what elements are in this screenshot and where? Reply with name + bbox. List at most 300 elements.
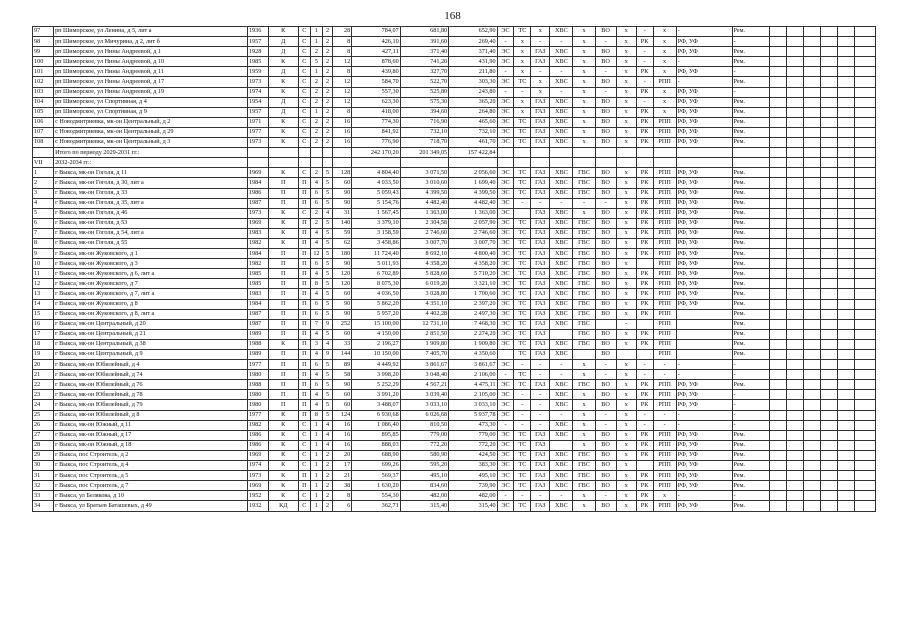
empty-cell bbox=[787, 410, 804, 420]
empty-cell bbox=[837, 127, 854, 137]
table-cell: 2 bbox=[311, 168, 323, 178]
empty-cell bbox=[837, 400, 854, 410]
empty-cell bbox=[804, 178, 821, 188]
table-cell: 1974 bbox=[247, 87, 268, 97]
empty-cell bbox=[770, 450, 787, 460]
table-cell: 2 bbox=[322, 97, 333, 107]
table-cell: 16 bbox=[333, 117, 352, 127]
table-cell: ТС bbox=[514, 228, 531, 238]
table-cell: ЭС bbox=[497, 360, 514, 370]
table-row bbox=[33, 410, 876, 420]
table-cell: 431,90 bbox=[449, 57, 497, 67]
table-cell: - bbox=[676, 370, 732, 380]
table-cell: 2 bbox=[322, 67, 333, 77]
empty-cell bbox=[854, 370, 875, 380]
table-row bbox=[33, 380, 876, 390]
empty-cell bbox=[821, 299, 838, 309]
table-cell: ЭС bbox=[497, 289, 514, 299]
table-cell: ГВС bbox=[573, 461, 595, 471]
table-cell bbox=[653, 158, 676, 168]
table-cell: Рем. bbox=[732, 339, 770, 349]
table-cell: 2 106,00 bbox=[449, 370, 497, 380]
table-cell: г Выкса, мк-он Жуковского, д 6, лит а bbox=[54, 269, 248, 279]
table-cell: С bbox=[298, 461, 311, 471]
table-cell: РК bbox=[636, 450, 653, 460]
empty-cell bbox=[804, 117, 821, 127]
table-cell: х bbox=[616, 168, 636, 178]
table-cell: ГАЗ bbox=[531, 249, 550, 259]
empty-cell bbox=[837, 269, 854, 279]
table-cell: 6 bbox=[311, 309, 323, 319]
table-cell: 2 bbox=[322, 117, 333, 127]
table-cell: 26 bbox=[33, 420, 54, 430]
table-cell: 201 349,05 bbox=[400, 148, 448, 158]
table-cell: - bbox=[531, 420, 550, 430]
empty-cell bbox=[821, 218, 838, 228]
table-cell: 4 150,00 bbox=[352, 329, 400, 339]
table-cell: - bbox=[531, 491, 550, 501]
table-cell: 1974 bbox=[247, 461, 268, 471]
table-cell: 772,20 bbox=[400, 440, 448, 450]
table-cell bbox=[636, 148, 653, 158]
empty-cell bbox=[821, 168, 838, 178]
table-cell: ГАЗ bbox=[531, 461, 550, 471]
table-cell: х bbox=[616, 97, 636, 107]
table-cell: с Новодмитриевка, мк-он Центральный, д 2 bbox=[54, 117, 248, 127]
empty-cell bbox=[854, 420, 875, 430]
table-cell: П bbox=[298, 279, 311, 289]
table-cell: П bbox=[269, 380, 299, 390]
table-cell: х bbox=[573, 208, 595, 218]
table-cell: х bbox=[616, 228, 636, 238]
table-cell: ГВС bbox=[573, 299, 595, 309]
table-cell: ЭС bbox=[497, 208, 514, 218]
table-cell: 120 bbox=[333, 269, 352, 279]
table-cell: ЭС bbox=[497, 450, 514, 460]
table-cell bbox=[497, 158, 514, 168]
table-cell: Рем. bbox=[732, 228, 770, 238]
table-cell: ВО bbox=[595, 138, 616, 148]
housing-register-table bbox=[32, 26, 876, 512]
table-cell: РК bbox=[636, 188, 653, 198]
empty-cell bbox=[837, 430, 854, 440]
table-cell: Рем. bbox=[732, 329, 770, 339]
table-row bbox=[33, 461, 876, 471]
table-cell: ЭС bbox=[497, 178, 514, 188]
table-cell: - bbox=[550, 87, 573, 97]
table-cell: 1 bbox=[311, 420, 323, 430]
table-row bbox=[33, 309, 876, 319]
table-cell: х bbox=[616, 380, 636, 390]
table-cell: ЭС bbox=[497, 127, 514, 137]
table-row bbox=[33, 107, 876, 117]
table-cell: х bbox=[616, 370, 636, 380]
table-cell: Рем. bbox=[732, 138, 770, 148]
table-cell: ВО bbox=[595, 117, 616, 127]
table-cell: ВО bbox=[595, 218, 616, 228]
table-cell: РПП bbox=[653, 430, 676, 440]
table-cell: г Выкса, ул Белякова, д 10 bbox=[54, 491, 248, 501]
table-cell: 29 bbox=[33, 450, 54, 460]
table-cell: РФ, УФ bbox=[676, 380, 732, 390]
empty-cell bbox=[787, 339, 804, 349]
table-cell: ВО bbox=[595, 309, 616, 319]
empty-cell bbox=[804, 501, 821, 511]
table-cell: К bbox=[269, 430, 299, 440]
table-cell: 58 bbox=[333, 370, 352, 380]
table-cell: П bbox=[269, 279, 299, 289]
table-cell: 3 010,60 bbox=[400, 178, 448, 188]
table-row bbox=[33, 57, 876, 67]
empty-cell bbox=[821, 158, 838, 168]
table-cell: 4 804,40 bbox=[352, 168, 400, 178]
table-cell: 1983 bbox=[247, 289, 268, 299]
table-row bbox=[33, 450, 876, 460]
table-cell: ХВС bbox=[550, 218, 573, 228]
table-cell: РПП bbox=[653, 450, 676, 460]
table-cell: С bbox=[298, 37, 311, 47]
empty-cell bbox=[770, 87, 787, 97]
empty-cell bbox=[804, 450, 821, 460]
table-cell: 33 bbox=[33, 491, 54, 501]
table-cell: х bbox=[616, 67, 636, 77]
table-cell: х bbox=[616, 329, 636, 339]
table-cell: 732,10 bbox=[400, 127, 448, 137]
table-cell: 327,70 bbox=[400, 67, 448, 77]
empty-cell bbox=[770, 329, 787, 339]
table-cell: С bbox=[298, 501, 311, 511]
table-cell: 5 957,20 bbox=[352, 309, 400, 319]
table-cell: ТС bbox=[514, 370, 531, 380]
table-cell: 3 048,40 bbox=[400, 370, 448, 380]
empty-cell bbox=[854, 329, 875, 339]
empty-cell bbox=[821, 390, 838, 400]
table-cell: - bbox=[595, 370, 616, 380]
table-cell: 15 bbox=[33, 309, 54, 319]
table-cell: ВО bbox=[595, 249, 616, 259]
empty-cell bbox=[804, 138, 821, 148]
table-row bbox=[33, 350, 876, 360]
empty-cell bbox=[787, 400, 804, 410]
empty-cell bbox=[837, 410, 854, 420]
table-cell: 15 100,00 bbox=[352, 319, 400, 329]
empty-cell bbox=[821, 430, 838, 440]
table-cell: ЭС bbox=[497, 319, 514, 329]
empty-cell bbox=[821, 97, 838, 107]
empty-cell bbox=[837, 471, 854, 481]
table-cell: ТС bbox=[514, 188, 531, 198]
table-cell: 9 bbox=[33, 249, 54, 259]
table-cell: П bbox=[269, 249, 299, 259]
empty-cell bbox=[770, 420, 787, 430]
table-cell: П bbox=[298, 360, 311, 370]
table-cell: К bbox=[269, 138, 299, 148]
table-cell: ЭС bbox=[497, 259, 514, 269]
table-cell bbox=[497, 350, 514, 360]
table-cell: 739,90 bbox=[449, 481, 497, 491]
table-cell: РПП bbox=[653, 249, 676, 259]
table-cell: 14 bbox=[33, 299, 54, 309]
table-cell: РПП bbox=[653, 299, 676, 309]
table-cell: РК bbox=[636, 67, 653, 77]
table-cell: х bbox=[616, 471, 636, 481]
table-cell: 3 321,10 bbox=[449, 279, 497, 289]
table-cell: 1 700,60 bbox=[449, 289, 497, 299]
table-cell: 90 bbox=[333, 299, 352, 309]
table-cell: 841,92 bbox=[352, 127, 400, 137]
table-cell: - bbox=[676, 360, 732, 370]
empty-cell bbox=[804, 279, 821, 289]
table-cell bbox=[573, 350, 595, 360]
table-cell: х bbox=[616, 198, 636, 208]
table-cell: ЭС bbox=[497, 279, 514, 289]
table-cell: ГАЗ bbox=[531, 481, 550, 491]
table-cell: - bbox=[636, 27, 653, 37]
empty-cell bbox=[837, 481, 854, 491]
empty-cell bbox=[854, 309, 875, 319]
table-cell: х bbox=[616, 107, 636, 117]
table-cell: - bbox=[595, 67, 616, 77]
table-cell: 1 bbox=[311, 440, 323, 450]
table-cell: ТС bbox=[514, 218, 531, 228]
table-cell: - bbox=[531, 198, 550, 208]
table-cell: - bbox=[636, 420, 653, 430]
empty-cell bbox=[770, 77, 787, 87]
table-cell: 31 bbox=[33, 471, 54, 481]
table-cell: х bbox=[616, 87, 636, 97]
table-cell: х bbox=[616, 218, 636, 228]
table-cell: 5 bbox=[33, 208, 54, 218]
table-cell: ТС bbox=[514, 380, 531, 390]
table-row bbox=[33, 390, 876, 400]
table-cell: ХВС bbox=[550, 228, 573, 238]
table-cell: х bbox=[514, 47, 531, 57]
table-cell: х bbox=[616, 259, 636, 269]
table-cell: Рем. bbox=[732, 309, 770, 319]
table-cell: Рем. bbox=[732, 269, 770, 279]
table-cell: - bbox=[732, 491, 770, 501]
table-cell: г Выкса, мк-он Гоголя, д 46 bbox=[54, 208, 248, 218]
table-cell: 4 bbox=[311, 390, 323, 400]
table-cell: 1973 bbox=[247, 208, 268, 218]
table-cell bbox=[298, 158, 311, 168]
table-cell: - bbox=[595, 410, 616, 420]
table-cell: 1936 bbox=[247, 27, 268, 37]
table-cell: 62 bbox=[333, 238, 352, 248]
table-cell: 2 bbox=[322, 57, 333, 67]
table-cell: РПП bbox=[653, 178, 676, 188]
table-cell: 5 bbox=[322, 188, 333, 198]
table-cell: К bbox=[269, 420, 299, 430]
table-cell: 4 399,50 bbox=[400, 188, 448, 198]
table-cell: РФ, УФ bbox=[676, 249, 732, 259]
table-cell: ЭС bbox=[497, 339, 514, 349]
table-cell: 1969 bbox=[247, 481, 268, 491]
table-cell: ГАЗ bbox=[531, 430, 550, 440]
table-cell: 144 bbox=[333, 350, 352, 360]
empty-cell bbox=[770, 471, 787, 481]
table-cell: - bbox=[653, 360, 676, 370]
table-cell: 1 bbox=[311, 27, 323, 37]
table-cell: г Выкса, мк-он Центральный, д 9 bbox=[54, 350, 248, 360]
empty-cell bbox=[854, 430, 875, 440]
empty-cell bbox=[837, 440, 854, 450]
table-cell: 2 497,30 bbox=[449, 309, 497, 319]
table-row bbox=[33, 188, 876, 198]
table-cell: х bbox=[573, 37, 595, 47]
table-cell: 5 bbox=[322, 289, 333, 299]
table-cell: х bbox=[653, 87, 676, 97]
table-cell: ЭС bbox=[497, 198, 514, 208]
table-cell: РПП bbox=[653, 380, 676, 390]
table-cell: 569,37 bbox=[352, 471, 400, 481]
table-cell: ГАЗ bbox=[531, 471, 550, 481]
table-cell: 1 bbox=[311, 461, 323, 471]
table-cell bbox=[573, 158, 595, 168]
table-cell: РПП bbox=[653, 400, 676, 410]
table-cell: 21 bbox=[333, 471, 352, 481]
table-cell: ХВС bbox=[550, 339, 573, 349]
table-cell: Д bbox=[269, 97, 299, 107]
empty-cell bbox=[821, 471, 838, 481]
table-cell: 3 bbox=[311, 339, 323, 349]
table-cell: ВО bbox=[595, 279, 616, 289]
table-cell: 106 bbox=[33, 117, 54, 127]
empty-cell bbox=[804, 97, 821, 107]
table-cell: ГВС bbox=[573, 471, 595, 481]
empty-cell bbox=[821, 420, 838, 430]
empty-cell bbox=[854, 279, 875, 289]
table-cell: ГАЗ bbox=[531, 127, 550, 137]
table-cell: ТС bbox=[514, 299, 531, 309]
table-cell: П bbox=[298, 400, 311, 410]
table-cell: ЭС bbox=[497, 390, 514, 400]
table-cell: х bbox=[573, 97, 595, 107]
table-cell bbox=[298, 148, 311, 158]
table-cell: Рем. bbox=[732, 461, 770, 471]
table-cell: х bbox=[616, 269, 636, 279]
empty-cell bbox=[837, 148, 854, 158]
empty-cell bbox=[854, 188, 875, 198]
table-cell: 732,10 bbox=[449, 127, 497, 137]
table-cell: ВО bbox=[595, 461, 616, 471]
table-cell: 2 746,60 bbox=[400, 228, 448, 238]
table-cell bbox=[616, 158, 636, 168]
empty-cell bbox=[804, 299, 821, 309]
empty-cell bbox=[787, 228, 804, 238]
table-cell: х bbox=[616, 178, 636, 188]
table-cell: 1 bbox=[311, 450, 323, 460]
table-cell: Рем. bbox=[732, 198, 770, 208]
table-cell: ВО bbox=[595, 57, 616, 67]
table-cell: 6 930,68 bbox=[352, 410, 400, 420]
table-cell: 1973 bbox=[247, 77, 268, 87]
table-cell: 4 358,20 bbox=[449, 259, 497, 269]
table-cell: 1982 bbox=[247, 238, 268, 248]
table-cell: 8 bbox=[311, 410, 323, 420]
table-cell: ГАЗ bbox=[531, 309, 550, 319]
table-cell bbox=[653, 148, 676, 158]
table-cell: 2 bbox=[311, 208, 323, 218]
empty-cell bbox=[854, 57, 875, 67]
table-cell: 779,00 bbox=[400, 430, 448, 440]
table-cell: РПП bbox=[653, 461, 676, 471]
table-cell: ТС bbox=[514, 168, 531, 178]
table-cell: - bbox=[531, 410, 550, 420]
table-cell: ГВС bbox=[573, 218, 595, 228]
empty-cell bbox=[837, 299, 854, 309]
table-cell: 8 bbox=[333, 47, 352, 57]
table-cell: ЭС bbox=[497, 249, 514, 259]
table-row bbox=[33, 117, 876, 127]
table-cell: 180 bbox=[333, 249, 352, 259]
empty-cell bbox=[837, 158, 854, 168]
table-cell: ТС bbox=[514, 481, 531, 491]
table-cell: 495,10 bbox=[400, 471, 448, 481]
table-cell: 264,80 bbox=[449, 107, 497, 117]
table-cell: 4 bbox=[311, 269, 323, 279]
table-cell: 11 724,40 bbox=[352, 249, 400, 259]
table-cell: 2 bbox=[322, 47, 333, 57]
empty-cell bbox=[854, 259, 875, 269]
table-cell: РПП bbox=[653, 218, 676, 228]
table-cell: ТС bbox=[514, 350, 531, 360]
table-cell: х bbox=[616, 390, 636, 400]
table-cell: РК bbox=[636, 87, 653, 97]
table-cell: П bbox=[269, 370, 299, 380]
empty-cell bbox=[821, 178, 838, 188]
table-cell: ЭС bbox=[497, 440, 514, 450]
table-row bbox=[33, 238, 876, 248]
table-cell: Рем. bbox=[732, 299, 770, 309]
table-cell: х bbox=[616, 117, 636, 127]
empty-cell bbox=[770, 117, 787, 127]
table-cell bbox=[550, 329, 573, 339]
table-cell: г Выкса, мк-он Гоголя, д 53 bbox=[54, 218, 248, 228]
table-cell: 4 358,20 bbox=[400, 259, 448, 269]
table-cell: 2 bbox=[311, 218, 323, 228]
table-cell: 90 bbox=[333, 188, 352, 198]
table-cell: 424,50 bbox=[449, 450, 497, 460]
table-cell: Рем. bbox=[732, 440, 770, 450]
table-cell bbox=[269, 158, 299, 168]
empty-cell bbox=[821, 450, 838, 460]
table-cell: 5 059,43 bbox=[352, 188, 400, 198]
empty-cell bbox=[837, 450, 854, 460]
table-cell: 6 bbox=[311, 188, 323, 198]
empty-cell bbox=[804, 158, 821, 168]
empty-cell bbox=[821, 279, 838, 289]
table-cell: рп Шиморское, ул Нины Андреевой, д 17 bbox=[54, 77, 248, 87]
table-cell: 90 bbox=[333, 259, 352, 269]
table-cell: ВО bbox=[595, 440, 616, 450]
empty-cell bbox=[837, 339, 854, 349]
table-cell: 5 bbox=[322, 279, 333, 289]
table-cell: 12 731,10 bbox=[400, 319, 448, 329]
table-cell: 1977 bbox=[247, 410, 268, 420]
table-cell: ЭС bbox=[497, 47, 514, 57]
table-cell: 772,20 bbox=[449, 440, 497, 450]
table-cell bbox=[636, 461, 653, 471]
table-cell: - bbox=[514, 198, 531, 208]
table-cell: 1989 bbox=[247, 350, 268, 360]
table-cell: С bbox=[298, 430, 311, 440]
table-cell: 27 bbox=[33, 430, 54, 440]
table-cell: с Новодмитриевка, мк-он Центральный, д 29 bbox=[54, 127, 248, 137]
table-cell: 681,80 bbox=[400, 27, 448, 37]
table-cell: 5 bbox=[322, 400, 333, 410]
table-cell: 1982 bbox=[247, 259, 268, 269]
